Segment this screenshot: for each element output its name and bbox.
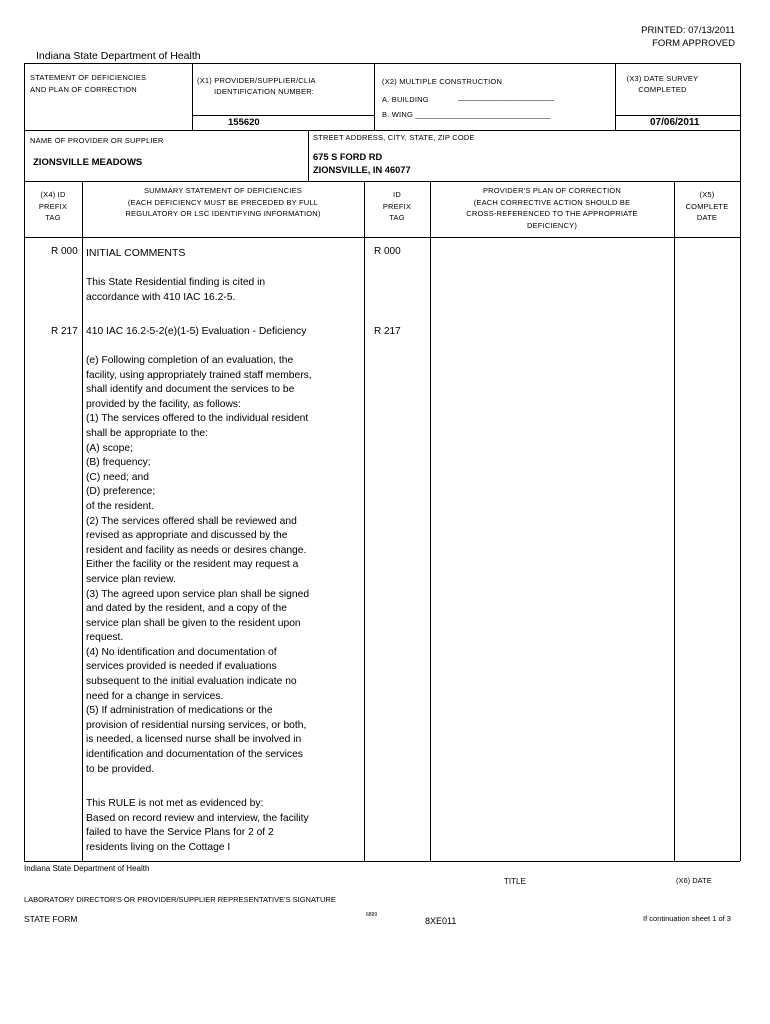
text-line: and dated by the resident, and a copy of the [86,603,287,615]
text-line: (C) need; and [86,471,149,483]
text-line: Based on record review and interview, the facility [86,812,309,824]
printed-date: PRINTED: 07/13/2011 [641,25,735,36]
rule [24,63,740,64]
text-line: shall be appropriate to the: [86,427,208,439]
text-line: (1) The services offered to the individual resident [86,413,309,425]
text-line: Either the facility or the resident may request a [86,559,299,571]
rule [192,63,193,130]
text-line: (3) The agreed upon service plan shall be signed [86,588,310,600]
x5-line: (X5) [699,190,715,199]
x3-line1: (X3) DATE SURVEY [626,74,699,83]
text-line: need for a change in services. [86,690,224,702]
text-line: service plan review. [86,573,176,585]
rule [192,115,374,116]
address-label: STREET ADDRESS, CITY, STATE, ZIP CODE [313,133,475,142]
footer-agency: Indiana State Department of Health [24,864,150,873]
x1-label [197,75,316,97]
text-line: failed to have the Service Plans for 2 of 2 [86,827,274,839]
plan-line: CROSS-REFERENCED TO THE APPROPRIATE [466,209,638,218]
continuation-sheet: If continuation sheet 1 of 3 [643,914,731,923]
text-line: provided by the facility, as follows: [86,398,241,410]
print-info [535,25,735,50]
entry-title: INITIAL COMMENTS [86,247,186,259]
rule [374,63,375,130]
rule [308,130,309,181]
x5-line: DATE [696,213,718,222]
x4-line: PREFIX [38,201,68,211]
form-approved: FORM APPROVED [652,37,735,49]
rule [430,181,431,861]
x1-line2: IDENTIFICATION NUMBER: [214,87,315,96]
provider-name: ZIONSVILLE MEADOWS [33,157,143,168]
finding-paragraph [86,276,265,305]
id-prefix-tag: R 000 [374,246,401,257]
rule [82,181,83,861]
summary-line: REGULATORY OR LSC IDENTIFYING INFORMATION) [125,209,321,218]
id-line: PREFIX [382,201,412,211]
text-line: This RULE is not met as evidenced by: [86,798,264,809]
plan-line: PROVIDER'S PLAN OF CORRECTION [482,186,622,195]
text-line: (e) Following completion of an evaluation, the [86,355,294,366]
entry-title: 410 IAC 16.2-5-2(e)(1-5) Evaluation - Deficiency [86,326,307,337]
text-line: services provided is needed if evaluations [86,661,277,673]
text-line: (D) preference; [86,486,156,498]
provider-number: 155620 [228,117,260,128]
rule [24,63,25,861]
summary-header [82,185,364,220]
text-line: is needed, a licensed nurse shall be involved in [86,734,302,746]
text-line: shall identify and document the services to be [86,384,295,396]
summary-line: (EACH DEFICIENCY MUST BE PRECEDED BY FULL [127,197,319,207]
text-line: (B) frequency; [86,457,151,469]
text-line: request. [86,632,124,644]
rule-text [86,354,312,777]
text-line: resident and facility as needs or desires change. [86,544,307,556]
building-blank: ______________________ [458,92,555,101]
text-line: facility, using appropriately trained staff members, [86,369,312,381]
rule [674,181,675,861]
evidence-paragraph [86,797,309,855]
rule [364,181,365,861]
date-label: (X6) DATE [676,876,712,885]
agency-name: Indiana State Department of Health [36,50,201,62]
x3-line2: COMPLETED [638,85,687,94]
text-line: of the resident. [86,500,155,512]
text-line: provision of residential nursing services, or both, [86,719,307,731]
plan-line: (EACH CORRECTIVE ACTION SHOULD BE [473,197,631,207]
form-code-small: 6899 [366,912,378,918]
x5-header [674,189,740,224]
text-line: to be provided. [86,763,155,775]
statement-line: STATEMENT OF DEFICIENCIES [30,73,147,82]
text-line: identification and documentation of the services [86,749,303,761]
wing-label: B. WING _______________________________ [382,110,551,119]
text-line: revised as appropriate and discussed by the [86,530,288,542]
summary-line: SUMMARY STATEMENT OF DEFICIENCIES [143,186,302,195]
text-line: (2) The services offered shall be reviewed and [86,515,297,527]
x4-header [24,189,82,224]
prefix-tag: R 000 [51,246,78,257]
id-prefix-tag: R 217 [374,326,401,337]
text-line: (5) If administration of medications or the [86,705,273,717]
rule [740,63,741,861]
x3-label [615,73,710,95]
provider-address [313,151,411,177]
rule [24,861,740,862]
id-line: ID [393,190,401,199]
rule [24,130,740,131]
plan-header [430,185,674,231]
id-line: TAG [389,213,405,222]
city-state-zip: ZIONSVILLE, IN 46077 [313,165,411,175]
building-label: A. BUILDING [382,95,429,104]
prefix-tag: R 217 [51,326,78,337]
plan-line: DEFICIENCY) [526,220,578,230]
text-line: accordance with 410 IAC 16.2-5. [86,291,236,303]
text-line: subsequent to the initial evaluation indicate no [86,676,297,688]
survey-date: 07/06/2011 [650,117,700,128]
text-line: This State Residential finding is cited in [86,277,266,288]
rule [615,115,740,116]
id-header [364,189,430,224]
rule [24,237,740,238]
signature-label: LABORATORY DIRECTOR'S OR PROVIDER/SUPPLIER REPRESENTATIVE'S SIGNATURE [24,895,336,904]
text-line: residents living on the Cottage I [86,841,231,853]
state-form-label: STATE FORM [24,914,78,924]
event-id: 8XE011 [425,916,457,926]
title-label: TITLE [504,877,526,886]
text-line: (4) No identification and documentation of [86,646,277,658]
statement-label [30,72,146,96]
x4-line: (X4) ID [40,190,66,199]
x1-line1: (X1) PROVIDER/SUPPLIER/CLIA [197,76,316,85]
x2-label: (X2) MULTIPLE CONSTRUCTION [382,77,503,86]
x5-line: COMPLETE [685,201,729,211]
street: 675 S FORD RD [313,152,383,162]
x4-line: TAG [45,213,61,222]
provider-name-label: NAME OF PROVIDER OR SUPPLIER [30,136,164,145]
text-line: service plan shall be given to the resident upon [86,617,301,629]
rule [24,181,740,182]
text-line: (A) scope; [86,442,133,454]
plan-line: AND PLAN OF CORRECTION [30,85,137,94]
